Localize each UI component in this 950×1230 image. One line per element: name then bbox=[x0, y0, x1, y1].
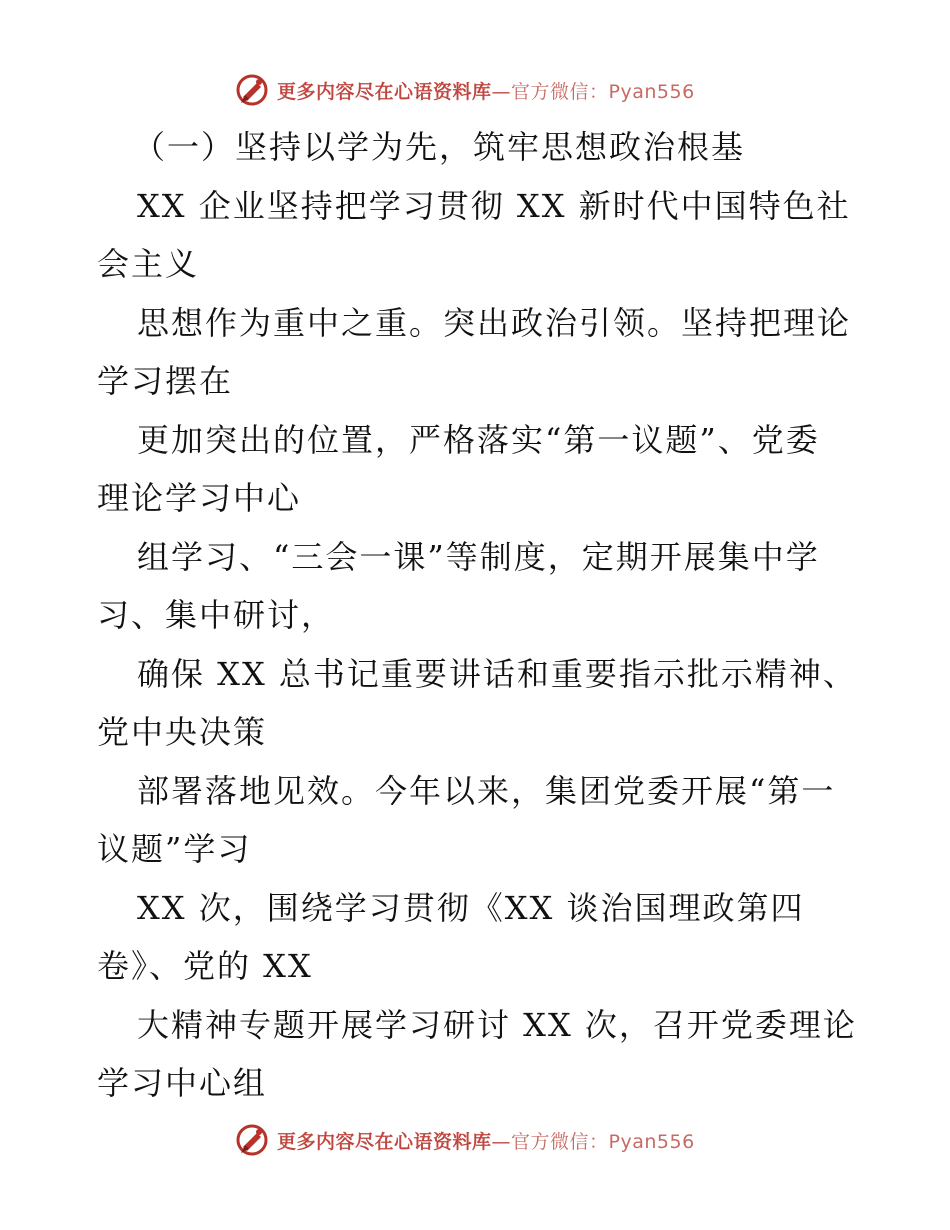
pen-logo-icon bbox=[235, 73, 269, 107]
document-line: 更加突出的位置，严格落实“第一议题”、党委 bbox=[137, 420, 820, 459]
watermark-separator: — bbox=[491, 80, 512, 103]
document-line: 党中央决策 bbox=[97, 713, 268, 751]
pen-logo-icon bbox=[235, 1123, 269, 1157]
watermark-official: 官方微信：Pyan556 bbox=[511, 1130, 695, 1153]
document-line: 大精神专题开展学习研讨 XX 次，召开党委理论 bbox=[137, 1005, 857, 1044]
document-line: 部署落地见效。今年以来，集团党委开展“第一 bbox=[137, 771, 836, 810]
watermark-official: 官方微信：Pyan556 bbox=[511, 80, 695, 103]
document-line: 学习摆在 bbox=[97, 362, 234, 400]
document-line: 组学习、“三会一课”等制度，定期开展集中学 bbox=[137, 537, 820, 576]
document-line: XX 次，围绕学习贯彻《XX 谈治国理政第四 bbox=[137, 888, 805, 927]
document-line: 确保 XX 总书记重要讲话和重要指示批示精神、 bbox=[137, 654, 857, 693]
watermark-brand: 更多内容尽在心语资料库 bbox=[277, 80, 492, 103]
document-line: 学习中心组 bbox=[97, 1064, 268, 1102]
watermark-text bbox=[277, 1127, 695, 1154]
document-line: 理论学习中心 bbox=[97, 479, 302, 517]
document-line: 思想作为重中之重。突出政治引领。坚持把理论 bbox=[137, 303, 852, 342]
watermark-banner-top bbox=[235, 70, 695, 110]
document-line: 会主义 bbox=[97, 245, 200, 283]
watermark-separator: — bbox=[491, 1130, 512, 1153]
watermark-brand: 更多内容尽在心语资料库 bbox=[277, 1130, 492, 1153]
document-line: （一）坚持以学为先，筑牢思想政治根基 bbox=[133, 128, 746, 166]
document-line: 议题”学习 bbox=[97, 830, 252, 868]
document-line: XX 企业坚持把学习贯彻 XX 新时代中国特色社 bbox=[137, 186, 851, 225]
watermark-text bbox=[277, 77, 695, 104]
document-body bbox=[97, 118, 857, 1113]
document-line: 卷》、党的 XX bbox=[97, 947, 313, 985]
document-line: 习、集中研讨， bbox=[97, 596, 336, 634]
watermark-banner-bottom bbox=[235, 1120, 695, 1160]
